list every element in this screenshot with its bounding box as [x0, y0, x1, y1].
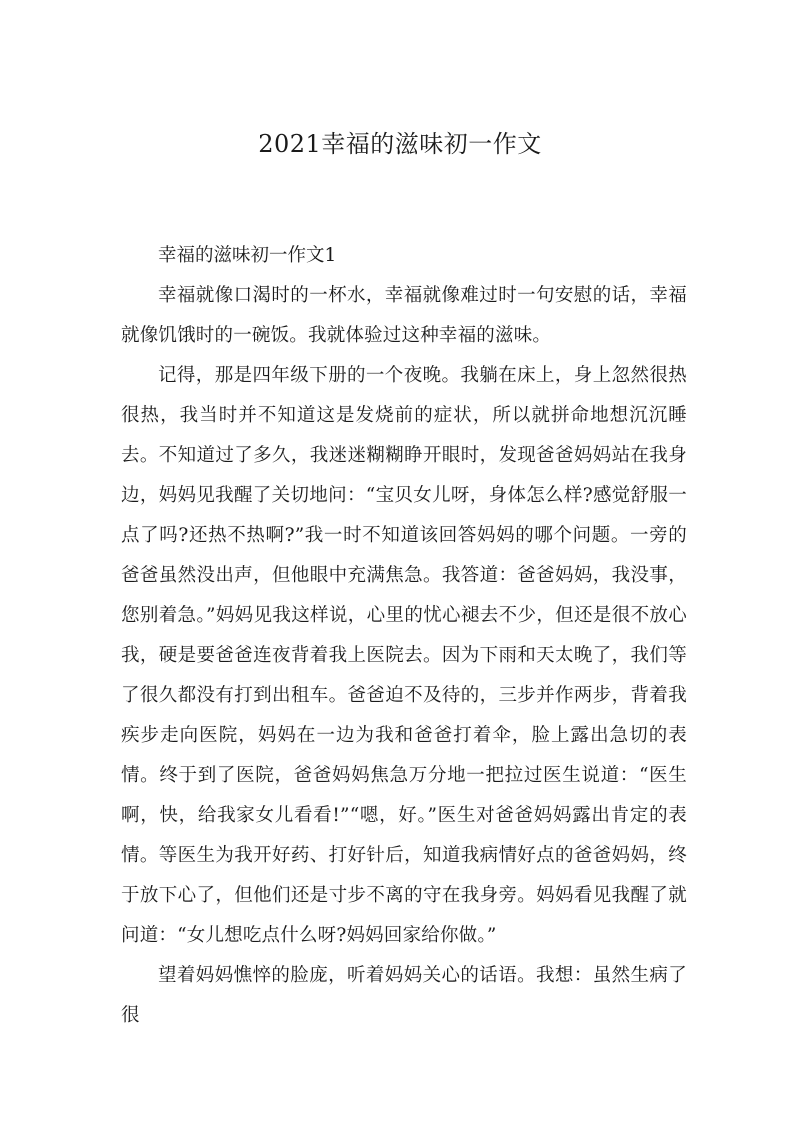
- document-body: [121, 236, 687, 1036]
- paragraph-1: 幸福就像口渴时的一杯水，幸福就像难过时一句安慰的话，幸福就像饥饿时的一碗饭。我就体验过这种幸福的滋味。: [121, 285, 687, 346]
- section-heading: 幸福的滋味初一作文1: [158, 245, 337, 266]
- paragraph-3: 望着妈妈憔悴的脸庞，听着妈妈关心的话语。我想：虽然生病了很: [121, 965, 687, 1026]
- document-title: 2021幸福的滋味初一作文: [258, 130, 542, 158]
- paragraph-2: 记得，那是四年级下册的一个夜晚。我躺在床上，身上忽然很热很热，我当时并不知道这是发烧前的症状，所以就拼命地想沉沉睡去。不知道过了多久，我迷迷糊糊睁开眼时，发现爸爸妈妈站在我身边，妈妈见我醒了关切地问：“宝贝女儿呀，身体怎么样?感觉舒服一点了吗?还热不热啊?”我一时不知道该回答妈妈的哪个问题。一旁的爸爸虽然没出声，但他眼中充满焦急。我答道：爸爸妈妈，我没事，您别着急。”妈妈见我这样说，心里的忧心褪去不少，但还是很不放心我，硬是要爸爸连夜背着我上医院去。因为下雨和天太晚了，我们等了很久都没有打到出租车。爸爸迫不及待的，三步并作两步，背着我疾步走向医院，妈妈在一边为我和爸爸打着伞，脸上露出急切的表情。终于到了医院，爸爸妈妈焦急万分地一把拉过医生说道：“医生啊，快，给我家女儿看看!”“嗯，好。”医生对爸爸妈妈露出肯定的表情。等医生为我开好药、打好针后，知道我病情好点的爸爸妈妈，终于放下心了，但他们还是寸步不离的守在我身旁。妈妈看见我醒了就问道：“女儿想吃点什么呀?妈妈回家给你做。”: [121, 365, 687, 946]
